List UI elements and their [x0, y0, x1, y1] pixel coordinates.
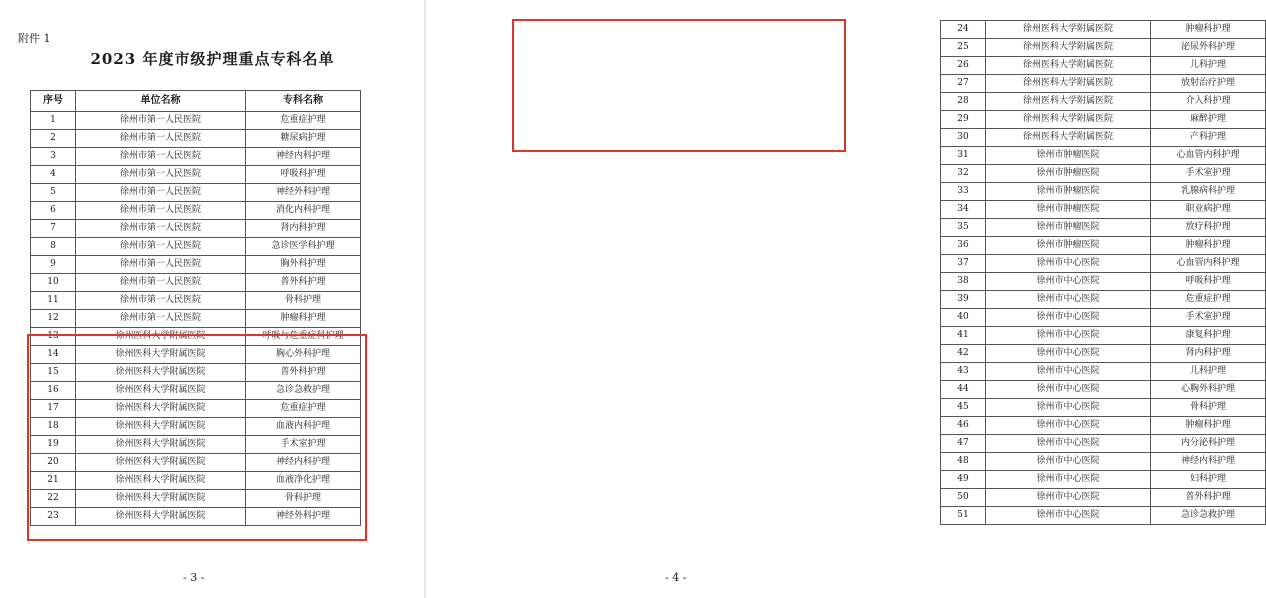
table-row	[31, 472, 361, 490]
table-row	[941, 489, 1266, 507]
table-row	[941, 291, 1266, 309]
table-header-row	[31, 91, 361, 112]
cell-unit: 徐州医科大学附属医院	[76, 436, 246, 454]
table-row	[941, 75, 1266, 93]
cell-unit: 徐州市中心医院	[986, 417, 1151, 435]
cell-specialty: 儿科护理	[1151, 363, 1266, 381]
table-row	[31, 184, 361, 202]
cell-serial: 51	[941, 507, 986, 525]
cell-serial: 39	[941, 291, 986, 309]
cell-specialty: 普外科护理	[1151, 489, 1266, 507]
cell-unit: 徐州医科大学附属医院	[986, 21, 1151, 39]
table-row	[941, 39, 1266, 57]
cell-unit: 徐州市中心医院	[986, 453, 1151, 471]
table-row	[31, 256, 361, 274]
cell-serial: 38	[941, 273, 986, 291]
table-row	[31, 112, 361, 130]
cell-unit: 徐州医科大学附属医院	[986, 39, 1151, 57]
table-row	[941, 111, 1266, 129]
cell-specialty: 肿瘤科护理	[1151, 417, 1266, 435]
cell-serial: 50	[941, 489, 986, 507]
cell-unit: 徐州医科大学附属医院	[986, 129, 1151, 147]
cell-unit: 徐州医科大学附属医院	[986, 93, 1151, 111]
cell-serial: 19	[31, 436, 76, 454]
table-row	[941, 507, 1266, 525]
cell-serial: 11	[31, 292, 76, 310]
right-page	[425, 0, 1240, 598]
cell-specialty: 神经外科护理	[246, 184, 361, 202]
cell-serial: 5	[31, 184, 76, 202]
cell-unit: 徐州医科大学附属医院	[986, 57, 1151, 75]
cell-serial: 32	[941, 165, 986, 183]
cell-serial: 43	[941, 363, 986, 381]
table-row	[31, 220, 361, 238]
cell-serial: 20	[31, 454, 76, 472]
table-row	[941, 147, 1266, 165]
cell-unit: 徐州医科大学附属医院	[76, 382, 246, 400]
cell-unit: 徐州市中心医院	[986, 507, 1151, 525]
table-row	[941, 327, 1266, 345]
cell-specialty: 手术室护理	[246, 436, 361, 454]
cell-serial: 8	[31, 238, 76, 256]
table-row	[31, 328, 361, 346]
cell-unit: 徐州医科大学附属医院	[76, 364, 246, 382]
cell-unit: 徐州市中心医院	[986, 327, 1151, 345]
table-row	[31, 400, 361, 418]
table-row	[31, 130, 361, 148]
cell-specialty: 麻醉护理	[1151, 111, 1266, 129]
cell-unit: 徐州市第一人民医院	[76, 148, 246, 166]
table-row	[941, 363, 1266, 381]
cell-unit: 徐州市第一人民医院	[76, 220, 246, 238]
cell-specialty: 肾内科护理	[246, 220, 361, 238]
cell-serial: 9	[31, 256, 76, 274]
table-row	[941, 453, 1266, 471]
cell-unit: 徐州市中心医院	[986, 255, 1151, 273]
cell-serial: 13	[31, 328, 76, 346]
cell-unit: 徐州市第一人民医院	[76, 112, 246, 130]
cell-serial: 18	[31, 418, 76, 436]
cell-unit: 徐州市肿瘤医院	[986, 183, 1151, 201]
cell-serial: 14	[31, 346, 76, 364]
cell-specialty: 危重症护理	[246, 112, 361, 130]
table-row	[31, 418, 361, 436]
table-row	[31, 202, 361, 220]
cell-serial: 10	[31, 274, 76, 292]
table-row	[31, 382, 361, 400]
table-row	[31, 364, 361, 382]
cell-serial: 34	[941, 201, 986, 219]
cell-unit: 徐州市中心医院	[986, 363, 1151, 381]
table-row	[941, 21, 1266, 39]
cell-specialty: 乳腺病科护理	[1151, 183, 1266, 201]
cell-specialty: 普外科护理	[246, 364, 361, 382]
cell-specialty: 手术室护理	[1151, 309, 1266, 327]
table-row	[31, 238, 361, 256]
cell-serial: 24	[941, 21, 986, 39]
cell-specialty: 肿瘤科护理	[246, 310, 361, 328]
cell-specialty: 消化内科护理	[246, 202, 361, 220]
cell-specialty: 呼吸科护理	[246, 166, 361, 184]
cell-specialty: 神经内科护理	[1151, 453, 1266, 471]
cell-specialty: 产科护理	[1151, 129, 1266, 147]
cell-serial: 7	[31, 220, 76, 238]
cell-specialty: 危重症护理	[246, 400, 361, 418]
cell-serial: 42	[941, 345, 986, 363]
cell-serial: 4	[31, 166, 76, 184]
cell-serial: 35	[941, 219, 986, 237]
cell-specialty: 危重症护理	[1151, 291, 1266, 309]
cell-unit: 徐州医科大学附属医院	[76, 346, 246, 364]
cell-unit: 徐州医科大学附属医院	[76, 508, 246, 526]
table-row	[941, 165, 1266, 183]
attachment-label: 附件 1	[18, 32, 51, 45]
specialty-table-right	[940, 20, 1266, 525]
table-row	[31, 454, 361, 472]
header-unit: 单位名称	[76, 91, 246, 112]
cell-specialty: 骨科护理	[246, 292, 361, 310]
cell-unit: 徐州市肿瘤医院	[986, 201, 1151, 219]
cell-specialty: 骨科护理	[246, 490, 361, 508]
cell-serial: 22	[31, 490, 76, 508]
cell-specialty: 内分泌科护理	[1151, 435, 1266, 453]
table-row	[31, 166, 361, 184]
document-title: 2023 年度市级护理重点专科名单	[90, 50, 335, 68]
cell-unit: 徐州市中心医院	[986, 381, 1151, 399]
cell-specialty: 康复科护理	[1151, 327, 1266, 345]
cell-specialty: 职业病护理	[1151, 201, 1266, 219]
cell-unit: 徐州市第一人民医院	[76, 238, 246, 256]
cell-serial: 6	[31, 202, 76, 220]
cell-specialty: 放疗科护理	[1151, 219, 1266, 237]
table-row	[941, 471, 1266, 489]
page-number: - 3 -	[183, 571, 205, 584]
table-row	[941, 381, 1266, 399]
table-row	[31, 346, 361, 364]
cell-unit: 徐州市第一人民医院	[76, 256, 246, 274]
cell-specialty: 肾内科护理	[1151, 345, 1266, 363]
cell-unit: 徐州市第一人民医院	[76, 184, 246, 202]
cell-specialty: 泌尿外科护理	[1151, 39, 1266, 57]
cell-specialty: 神经外科护理	[246, 508, 361, 526]
cell-serial: 47	[941, 435, 986, 453]
cell-unit: 徐州市第一人民医院	[76, 310, 246, 328]
cell-specialty: 胸外科护理	[246, 256, 361, 274]
table-row	[31, 490, 361, 508]
cell-specialty: 骨科护理	[1151, 399, 1266, 417]
cell-serial: 44	[941, 381, 986, 399]
cell-unit: 徐州市肿瘤医院	[986, 147, 1151, 165]
cell-serial: 25	[941, 39, 986, 57]
table-row	[941, 93, 1266, 111]
table-row	[941, 129, 1266, 147]
cell-specialty: 肿瘤科护理	[1151, 237, 1266, 255]
table-row	[31, 274, 361, 292]
cell-specialty: 急诊急救护理	[246, 382, 361, 400]
cell-specialty: 妇科护理	[1151, 471, 1266, 489]
cell-serial: 30	[941, 129, 986, 147]
cell-serial: 29	[941, 111, 986, 129]
cell-unit: 徐州市中心医院	[986, 489, 1151, 507]
cell-unit: 徐州市第一人民医院	[76, 202, 246, 220]
cell-serial: 31	[941, 147, 986, 165]
cell-serial: 33	[941, 183, 986, 201]
cell-specialty: 神经内科护理	[246, 454, 361, 472]
cell-specialty: 心血管内科护理	[1151, 255, 1266, 273]
left-page	[0, 0, 425, 598]
cell-specialty: 心胸外科护理	[1151, 381, 1266, 399]
cell-unit: 徐州医科大学附属医院	[76, 400, 246, 418]
table-row	[941, 399, 1266, 417]
cell-serial: 26	[941, 57, 986, 75]
cell-specialty: 神经内科护理	[246, 148, 361, 166]
cell-unit: 徐州市第一人民医院	[76, 130, 246, 148]
table-row	[31, 310, 361, 328]
cell-serial: 12	[31, 310, 76, 328]
page-number: - 4 -	[665, 571, 687, 584]
cell-serial: 21	[31, 472, 76, 490]
cell-serial: 16	[31, 382, 76, 400]
table-row	[941, 219, 1266, 237]
cell-specialty: 血液净化护理	[246, 472, 361, 490]
cell-specialty: 糖尿病护理	[246, 130, 361, 148]
cell-unit: 徐州医科大学附属医院	[76, 490, 246, 508]
cell-unit: 徐州市中心医院	[986, 309, 1151, 327]
cell-serial: 27	[941, 75, 986, 93]
cell-unit: 徐州市中心医院	[986, 273, 1151, 291]
cell-specialty: 心血管内科护理	[1151, 147, 1266, 165]
table-row	[941, 309, 1266, 327]
cell-serial: 28	[941, 93, 986, 111]
table-row	[941, 417, 1266, 435]
cell-specialty: 放射治疗护理	[1151, 75, 1266, 93]
cell-unit: 徐州医科大学附属医院	[76, 418, 246, 436]
cell-specialty: 急诊急救护理	[1151, 507, 1266, 525]
cell-serial: 23	[31, 508, 76, 526]
cell-unit: 徐州市第一人民医院	[76, 274, 246, 292]
specialty-table-left	[30, 90, 361, 526]
cell-unit: 徐州市肿瘤医院	[986, 165, 1151, 183]
cell-unit: 徐州市中心医院	[986, 399, 1151, 417]
cell-unit: 徐州市中心医院	[986, 471, 1151, 489]
cell-specialty: 胸心外科护理	[246, 346, 361, 364]
table-row	[941, 345, 1266, 363]
cell-unit: 徐州市肿瘤医院	[986, 237, 1151, 255]
table-row	[941, 201, 1266, 219]
table-row	[31, 292, 361, 310]
cell-specialty: 急诊医学科护理	[246, 238, 361, 256]
cell-unit: 徐州市中心医院	[986, 345, 1151, 363]
cell-serial: 36	[941, 237, 986, 255]
table-row	[941, 273, 1266, 291]
table-row	[941, 183, 1266, 201]
cell-serial: 41	[941, 327, 986, 345]
cell-specialty: 呼吸与危重症科护理	[246, 328, 361, 346]
table-row	[31, 508, 361, 526]
cell-serial: 45	[941, 399, 986, 417]
cell-unit: 徐州医科大学附属医院	[76, 454, 246, 472]
cell-specialty: 血液内科护理	[246, 418, 361, 436]
cell-unit: 徐州市中心医院	[986, 435, 1151, 453]
cell-serial: 15	[31, 364, 76, 382]
table-row	[31, 148, 361, 166]
cell-specialty: 手术室护理	[1151, 165, 1266, 183]
table-row	[31, 436, 361, 454]
header-specialty: 专科名称	[246, 91, 361, 112]
cell-specialty: 普外科护理	[246, 274, 361, 292]
cell-serial: 2	[31, 130, 76, 148]
cell-unit: 徐州医科大学附属医院	[76, 472, 246, 490]
cell-serial: 37	[941, 255, 986, 273]
cell-serial: 40	[941, 309, 986, 327]
cell-unit: 徐州市中心医院	[986, 291, 1151, 309]
cell-specialty: 介入科护理	[1151, 93, 1266, 111]
cell-serial: 46	[941, 417, 986, 435]
table-row	[941, 255, 1266, 273]
table-row	[941, 57, 1266, 75]
cell-unit: 徐州医科大学附属医院	[986, 111, 1151, 129]
cell-unit: 徐州医科大学附属医院	[76, 328, 246, 346]
table-row	[941, 237, 1266, 255]
header-serial: 序号	[31, 91, 76, 112]
cell-unit: 徐州医科大学附属医院	[986, 75, 1151, 93]
cell-serial: 48	[941, 453, 986, 471]
cell-specialty: 呼吸科护理	[1151, 273, 1266, 291]
cell-unit: 徐州市肿瘤医院	[986, 219, 1151, 237]
cell-specialty: 儿科护理	[1151, 57, 1266, 75]
cell-serial: 17	[31, 400, 76, 418]
cell-unit: 徐州市第一人民医院	[76, 166, 246, 184]
table-row	[941, 435, 1266, 453]
cell-unit: 徐州市第一人民医院	[76, 292, 246, 310]
cell-serial: 1	[31, 112, 76, 130]
cell-serial: 49	[941, 471, 986, 489]
cell-specialty: 肿瘤科护理	[1151, 21, 1266, 39]
cell-serial: 3	[31, 148, 76, 166]
